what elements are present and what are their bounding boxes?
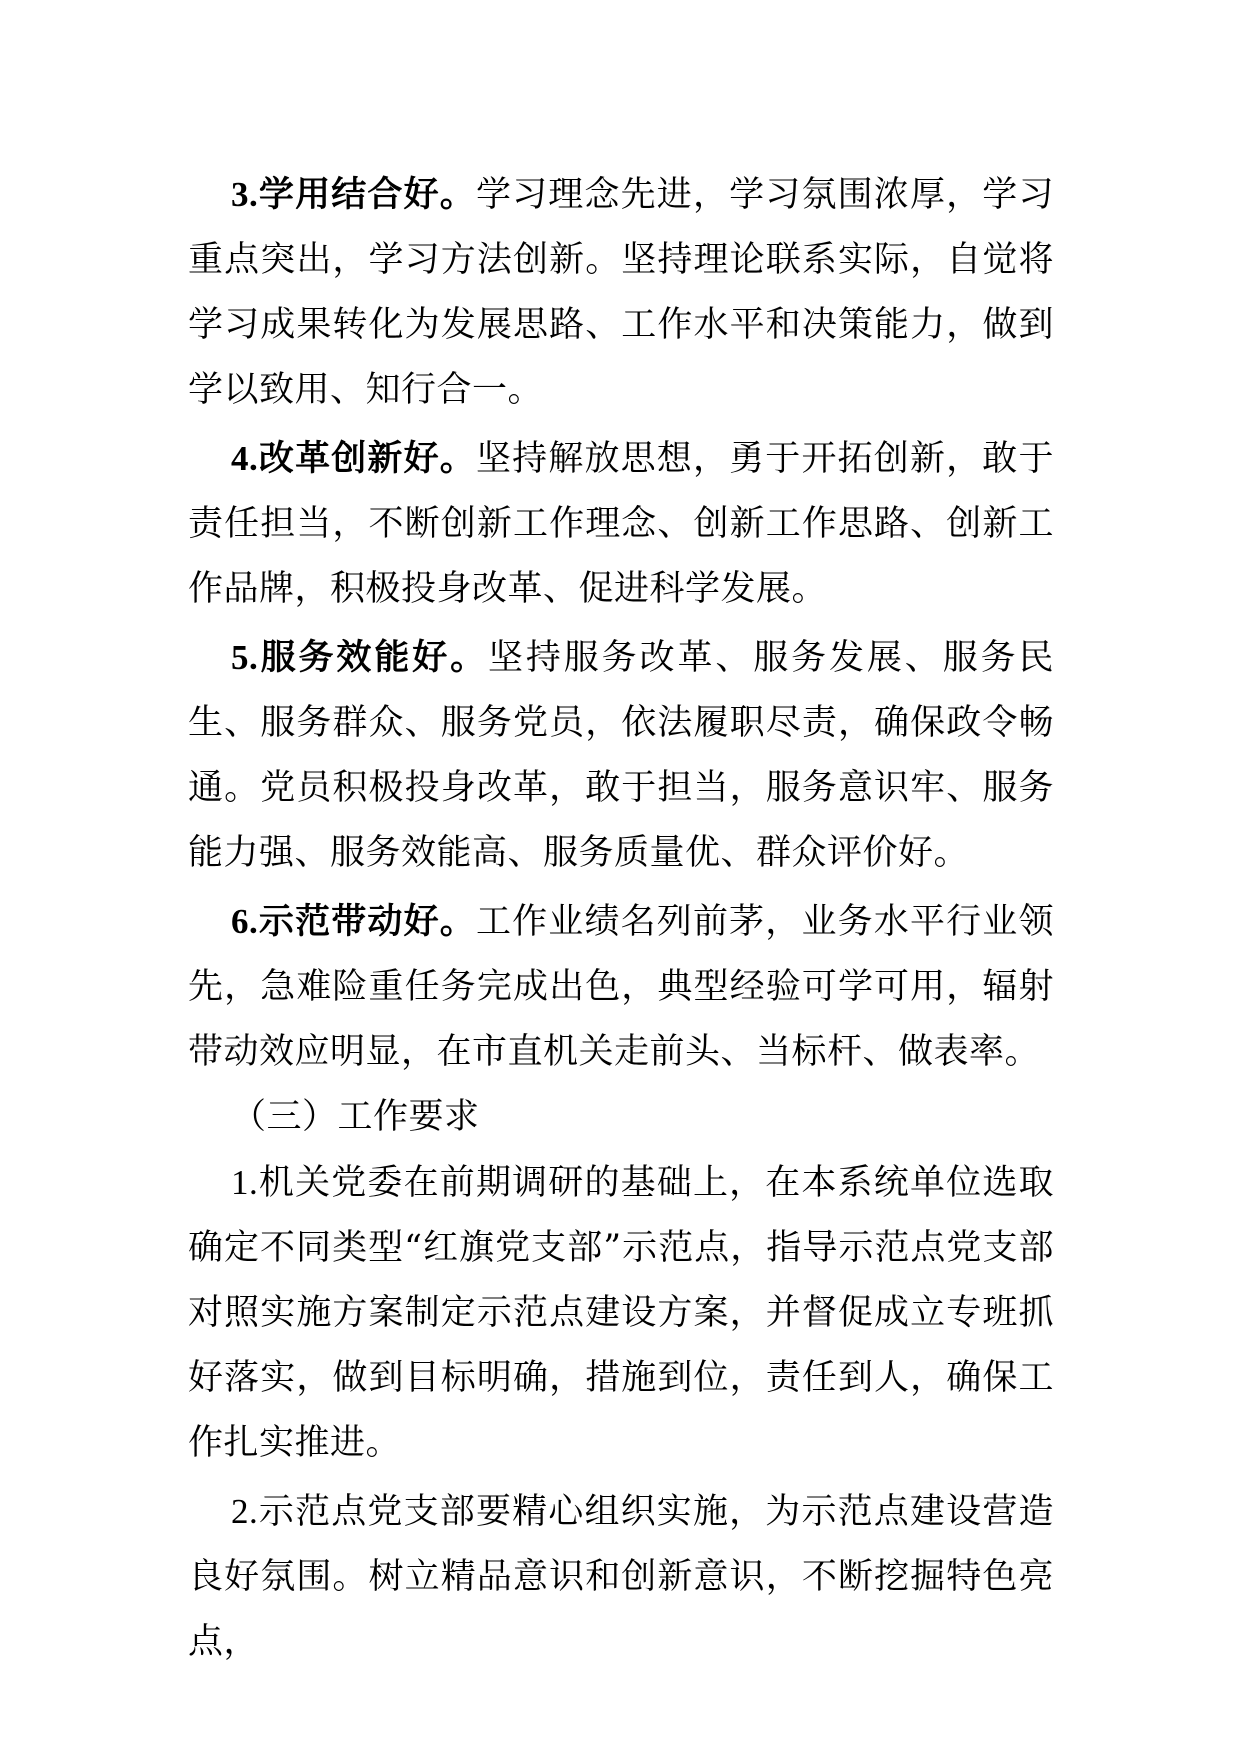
- section-4-paragraph: [188, 426, 1054, 622]
- section-6-paragraph: [188, 889, 1054, 1085]
- requirement-1-number: 1.: [231, 1163, 259, 1202]
- section-5-paragraph: [188, 625, 1054, 886]
- section-6-body: 工作业绩名列前茅，业务水平行业领先，急难险重任务完成出色，典型经验可学可用，辐射带动效应明显，在市直机关走前头、当标杆、做表率。: [188, 902, 1054, 1072]
- requirement-1-text: 机关党委在前期调研的基础上，在本系统单位选取确定不同类型“红旗党支部”示范点，指导示范点党支部对照实施方案制定示范点建设方案，并督促成立专班抓好落实，做到目标明确，措施到位，责任到人，确保工作扎实推进。: [188, 1163, 1054, 1463]
- subheading-work-requirements: （三）工作要求: [231, 1097, 480, 1137]
- section-3-title: 学用结合好。: [258, 175, 476, 215]
- section-6-number: 6.: [231, 902, 259, 941]
- section-6-title: 示范带动好。: [258, 902, 476, 942]
- section-3-body: 学习理念先进，学习氛围浓厚，学习重点突出，学习方法创新。坚持理论联系实际，自觉将学习成果转化为发展思路、工作水平和决策能力，做到学以致用、知行合一。: [188, 175, 1054, 410]
- section-5-number: 5.: [231, 638, 259, 677]
- section-4-title: 改革创新好。: [258, 439, 476, 479]
- requirement-2-text: 示范点党支部要精心组织实施，为示范点建设营造良好氛围。树立精品意识和创新意识，不断挖掘特色亮点，: [188, 1492, 1054, 1662]
- section-3-paragraph: [188, 162, 1054, 423]
- document-body: [188, 162, 1054, 1675]
- section-4-heading: [231, 439, 476, 479]
- section-5-heading: [231, 638, 488, 678]
- section-4-number: 4.: [231, 439, 259, 478]
- requirement-2-paragraph: [188, 1479, 1054, 1675]
- requirement-2-number: 2.: [231, 1492, 259, 1531]
- requirement-1-paragraph: [188, 1150, 1054, 1476]
- section-4-body: 坚持解放思想，勇于开拓创新，敢于责任担当，不断创新工作理念、创新工作思路、创新工作品牌，积极投身改革、促进科学发展。: [188, 439, 1054, 609]
- section-3-heading: [231, 175, 476, 215]
- section-5-body: 坚持服务改革、服务发展、服务民生、服务群众、服务党员，依法履职尽责，确保政令畅通。党员积极投身改革，敢于担当，服务意识牢、服务能力强、服务效能高、服务质量优、群众评价好。: [188, 638, 1054, 873]
- section-3-number: 3.: [231, 175, 259, 214]
- section-6-heading: [231, 902, 476, 942]
- section-5-title: 服务效能好。: [258, 638, 488, 678]
